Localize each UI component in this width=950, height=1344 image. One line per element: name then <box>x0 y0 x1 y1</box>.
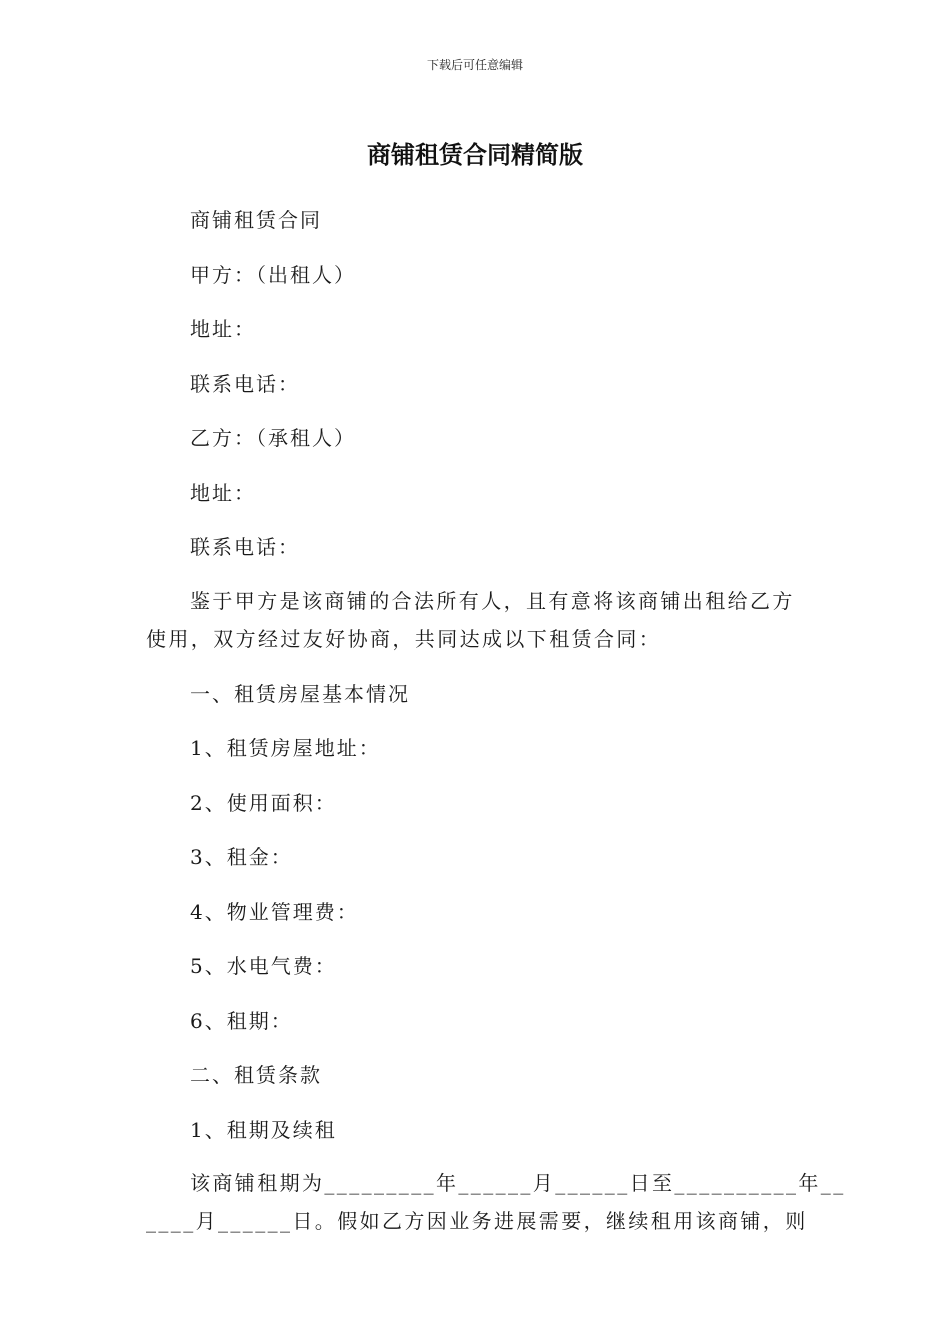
clause-1-heading: 1、租期及续租 <box>190 1117 337 1142</box>
item-rent-line: 3、租金： <box>190 845 293 869</box>
item-utilities-line: 5、水电气费： <box>190 954 337 978</box>
contract-name-line: 商铺租赁合同 <box>190 208 322 232</box>
page-header-note: 下载后可任意编辑 <box>426 58 523 72</box>
party-a-line: 甲方：（出租人） <box>190 262 356 287</box>
party-b-line: 乙方：（承租人） <box>190 426 356 450</box>
preamble-line-1: 鉴于甲方是该商铺的合法所有人，且有意将该商铺出租给乙方 <box>190 588 795 613</box>
section-1-heading: 一、租赁房屋基本情况 <box>190 681 410 706</box>
party-b-address-line: 地址： <box>190 480 256 505</box>
document-title: 商铺租赁合同精简版 <box>367 141 583 169</box>
lease-term-paragraph <box>146 1164 846 1240</box>
party-b-phone-line: 联系电话： <box>190 535 300 559</box>
item-term-line: 6、租期： <box>190 1008 293 1033</box>
lease-term-line-1: 该商铺租期为_________年______月______日至__________年__ <box>190 1171 846 1195</box>
item-area-line: 2、使用面积： <box>190 790 337 815</box>
party-a-phone-line: 联系电话： <box>190 371 300 396</box>
item-address-line: 1、租赁房屋地址： <box>190 736 381 760</box>
preamble-paragraph <box>146 582 806 658</box>
document-body <box>146 200 846 1256</box>
item-property-fee-line: 4、物业管理费： <box>190 899 359 924</box>
lease-term-line-2: ____月______日。假如乙方因业务进展需要，继续租用该商铺，则 <box>146 1209 808 1233</box>
party-a-address-line: 地址： <box>190 317 256 341</box>
preamble-line-2: 使用，双方经过友好协商，共同达成以下租赁合同： <box>146 626 662 651</box>
section-2-heading: 二、租赁条款 <box>190 1063 322 1087</box>
